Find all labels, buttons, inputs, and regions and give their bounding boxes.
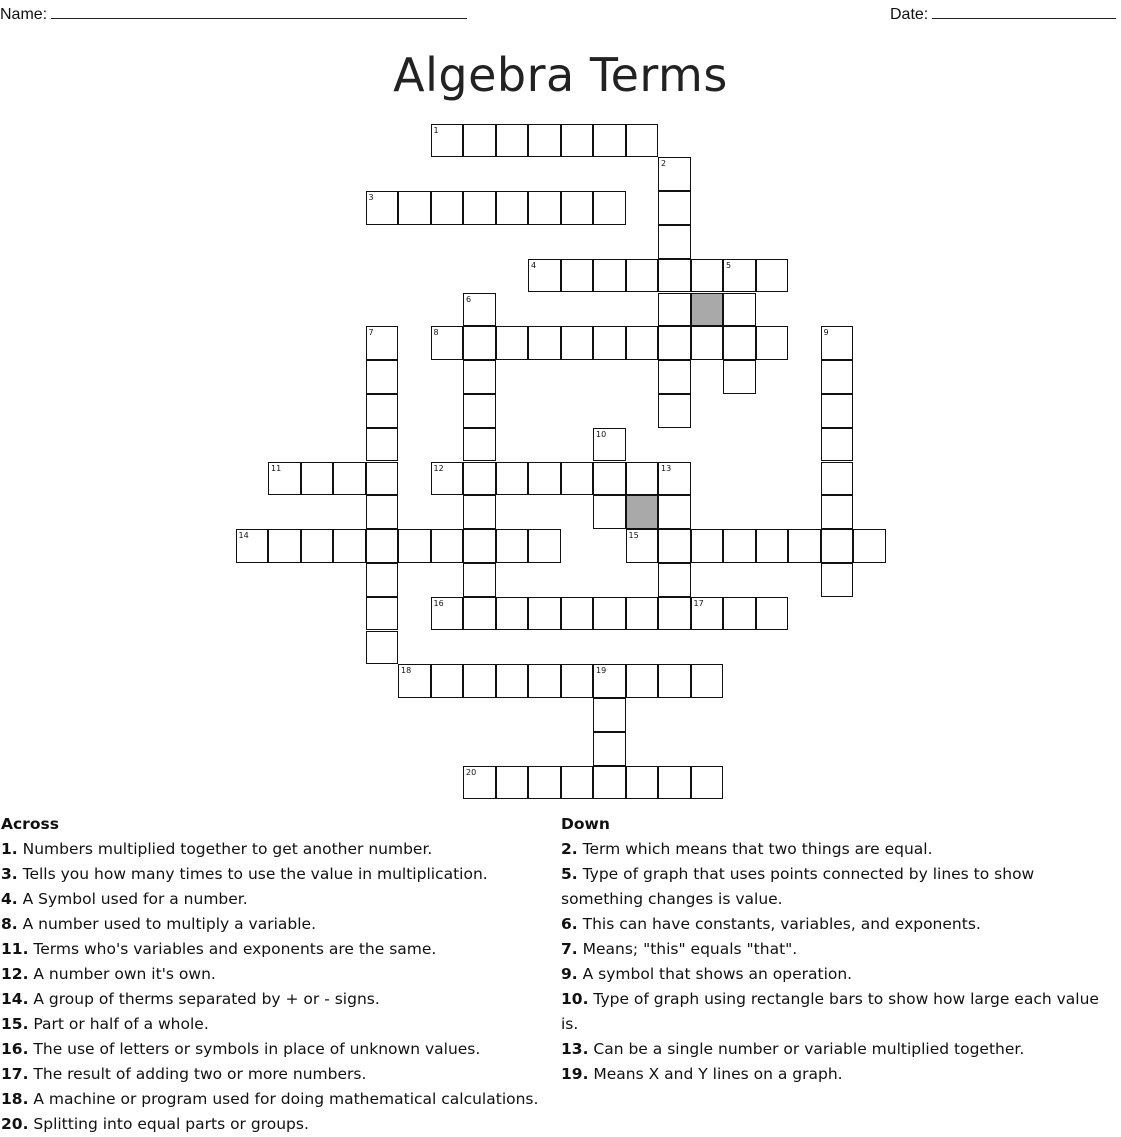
grid-cell[interactable] [756, 326, 789, 360]
grid-cell[interactable] [496, 462, 529, 496]
grid-cell[interactable] [463, 360, 496, 394]
grid-cell[interactable] [463, 394, 496, 428]
across-clue [1, 1037, 556, 1062]
down-clue-list [561, 837, 1121, 1087]
across-heading: Across [1, 815, 59, 833]
grid-cell[interactable] [463, 597, 496, 631]
grid-cell[interactable] [658, 529, 691, 563]
grid-cell[interactable] [821, 529, 854, 563]
grid-cell[interactable] [463, 563, 496, 597]
grid-cell[interactable] [561, 664, 594, 698]
clue-text: Means X and Y lines on a graph. [588, 1065, 843, 1083]
across-clue [1, 1062, 556, 1087]
shaded-cell [691, 293, 724, 327]
clue-number: 11. [1, 940, 29, 958]
grid-cell[interactable] [463, 428, 496, 462]
clue-text: A symbol that shows an operation. [577, 965, 853, 983]
grid-cell[interactable] [626, 462, 659, 496]
grid-cell[interactable] [398, 191, 431, 225]
grid-cell[interactable] [756, 597, 789, 631]
grid-cell[interactable] [561, 766, 594, 800]
grid-cell[interactable] [496, 529, 529, 563]
name-label: Name: [0, 6, 48, 23]
clue-text: Type of graph using rectangle bars to show how large each value is. [561, 990, 1099, 1033]
grid-cell[interactable] [366, 394, 399, 428]
clue-number: 15. [1, 1015, 29, 1033]
grid-cell[interactable] [626, 259, 659, 293]
grid-cell[interactable] [723, 529, 756, 563]
clue-number-14: 14 [238, 531, 249, 541]
grid-cell[interactable] [658, 597, 691, 631]
grid-cell[interactable] [691, 326, 724, 360]
across-clue [1, 1112, 556, 1137]
grid-cell[interactable] [723, 326, 756, 360]
grid-cell[interactable] [658, 191, 691, 225]
grid-cell[interactable] [821, 462, 854, 496]
grid-cell[interactable] [463, 326, 496, 360]
clue-text: The result of adding two or more numbers. [28, 1065, 367, 1083]
grid-cell[interactable] [561, 124, 594, 158]
clue-text: A number own it's own. [28, 965, 216, 983]
clue-number-11: 11 [271, 463, 282, 473]
grid-cell[interactable] [366, 529, 399, 563]
grid-cell[interactable] [301, 529, 334, 563]
clue-text: Part or half of a whole. [28, 1015, 209, 1033]
grid-cell[interactable] [561, 462, 594, 496]
grid-cell[interactable] [528, 529, 561, 563]
clue-number: 7. [561, 940, 578, 958]
grid-cell[interactable] [853, 529, 886, 563]
across-clue [1, 1087, 556, 1112]
clue-number: 18. [1, 1090, 29, 1108]
clue-number-3: 3 [368, 193, 374, 203]
grid-cell[interactable] [496, 326, 529, 360]
clue-number-4: 4 [531, 260, 537, 270]
grid-cell[interactable] [626, 766, 659, 800]
clue-number: 6. [561, 915, 578, 933]
clue-number-2: 2 [661, 159, 667, 169]
date-label: Date: [890, 6, 929, 23]
grid-cell[interactable] [658, 394, 691, 428]
grid-cell[interactable] [788, 529, 821, 563]
grid-cell[interactable] [756, 259, 789, 293]
clue-number: 9. [561, 965, 578, 983]
grid-cell[interactable] [593, 495, 626, 529]
grid-cell[interactable] [366, 597, 399, 631]
clue-text: A number used to multiply a variable. [17, 915, 316, 933]
clue-number-20: 20 [466, 767, 477, 777]
grid-cell[interactable] [691, 664, 724, 698]
down-heading: Down [561, 815, 610, 833]
grid-cell[interactable] [561, 259, 594, 293]
grid-cell[interactable] [496, 191, 529, 225]
clue-number: 16. [1, 1040, 29, 1058]
clue-number: 20. [1, 1115, 29, 1133]
clue-text: Term which means that two things are equal. [577, 840, 933, 858]
down-clue [561, 862, 1121, 912]
clue-text: Splitting into equal parts or groups. [28, 1115, 309, 1133]
grid-cell[interactable] [366, 462, 399, 496]
clue-number: 12. [1, 965, 29, 983]
across-clue [1, 937, 556, 962]
clue-number: 1. [1, 840, 18, 858]
clue-number-5: 5 [726, 260, 732, 270]
clue-number: 8. [1, 915, 18, 933]
grid-cell[interactable] [821, 360, 854, 394]
grid-cell[interactable] [593, 462, 626, 496]
grid-cell[interactable] [366, 428, 399, 462]
grid-cell[interactable] [463, 462, 496, 496]
grid-cell[interactable] [658, 293, 691, 327]
clue-number-10: 10 [596, 429, 607, 439]
grid-cell[interactable] [658, 664, 691, 698]
clue-number-1: 1 [433, 125, 439, 135]
clue-text: Type of graph that uses points connected by lines to show something changes is value. [561, 865, 1035, 908]
grid-cell[interactable] [463, 495, 496, 529]
grid-cell[interactable] [593, 124, 626, 158]
grid-cell[interactable] [658, 259, 691, 293]
grid-cell[interactable] [723, 360, 756, 394]
grid-cell[interactable] [528, 326, 561, 360]
grid-cell[interactable] [561, 597, 594, 631]
across-clue [1, 987, 556, 1012]
clue-number: 14. [1, 990, 29, 1008]
grid-cell[interactable] [463, 529, 496, 563]
down-clue [561, 987, 1121, 1037]
grid-cell[interactable] [431, 664, 464, 698]
grid-cell[interactable] [528, 664, 561, 698]
page-title: Algebra Terms [393, 48, 728, 102]
across-clues [1, 812, 556, 1137]
grid-cell[interactable] [658, 766, 691, 800]
grid-cell[interactable] [268, 529, 301, 563]
across-clue [1, 887, 556, 912]
grid-cell[interactable] [626, 664, 659, 698]
clue-text: The use of letters or symbols in place of unknown values. [28, 1040, 481, 1058]
grid-cell[interactable] [658, 563, 691, 597]
grid-cell[interactable] [398, 529, 431, 563]
grid-cell[interactable] [593, 326, 626, 360]
grid-cell[interactable] [593, 766, 626, 800]
grid-cell[interactable] [333, 462, 366, 496]
grid-cell[interactable] [658, 495, 691, 529]
grid-cell[interactable] [821, 563, 854, 597]
clue-number-18: 18 [401, 666, 412, 676]
grid-cell[interactable] [756, 529, 789, 563]
clue-number-13: 13 [661, 463, 672, 473]
clue-number-15: 15 [628, 531, 639, 541]
grid-cell[interactable] [821, 495, 854, 529]
across-clue [1, 837, 556, 862]
grid-cell[interactable] [528, 191, 561, 225]
clue-text: Means; "this" equals "that". [577, 940, 798, 958]
across-clue [1, 962, 556, 987]
clue-text: Tells you how many times to use the value in multiplication. [17, 865, 488, 883]
grid-cell[interactable] [626, 124, 659, 158]
grid-cell[interactable] [528, 462, 561, 496]
grid-cell[interactable] [463, 664, 496, 698]
clue-number: 19. [561, 1065, 589, 1083]
clue-number-7: 7 [368, 328, 374, 338]
grid-cell[interactable] [593, 698, 626, 732]
grid-cell[interactable] [593, 732, 626, 766]
grid-cell[interactable] [658, 360, 691, 394]
grid-cell[interactable] [366, 563, 399, 597]
grid-cell[interactable] [431, 191, 464, 225]
clue-text: Can be a single number or variable multiplied together. [588, 1040, 1025, 1058]
grid-cell[interactable] [821, 428, 854, 462]
down-clue [561, 1062, 1121, 1087]
clue-number-19: 19 [596, 666, 607, 676]
clue-number-17: 17 [693, 598, 704, 608]
down-clue [561, 962, 1121, 987]
grid-cell[interactable] [593, 191, 626, 225]
clue-number-16: 16 [433, 598, 444, 608]
clue-number: 3. [1, 865, 18, 883]
grid-cell[interactable] [463, 124, 496, 158]
grid-cell[interactable] [496, 664, 529, 698]
grid-cell[interactable] [366, 495, 399, 529]
grid-cell[interactable] [658, 326, 691, 360]
clue-number-12: 12 [433, 463, 444, 473]
grid-cell[interactable] [691, 259, 724, 293]
grid-cell[interactable] [691, 766, 724, 800]
grid-cell[interactable] [528, 766, 561, 800]
across-clue [1, 912, 556, 937]
clue-text: A machine or program used for doing mathematical calculations. [28, 1090, 539, 1108]
clue-text: A group of therms separated by + or - signs. [28, 990, 380, 1008]
grid-cell[interactable] [366, 631, 399, 665]
grid-cell[interactable] [463, 191, 496, 225]
grid-cell[interactable] [658, 225, 691, 259]
grid-cell[interactable] [723, 597, 756, 631]
grid-cell[interactable] [593, 597, 626, 631]
down-clue [561, 937, 1121, 962]
grid-cell[interactable] [593, 259, 626, 293]
clue-text: A Symbol used for a number. [17, 890, 248, 908]
down-clue [561, 1037, 1121, 1062]
clue-number: 10. [561, 990, 589, 1008]
down-clue [561, 837, 1121, 862]
clue-number: 17. [1, 1065, 29, 1083]
grid-cell[interactable] [301, 462, 334, 496]
across-clue [1, 1012, 556, 1037]
grid-cell[interactable] [333, 529, 366, 563]
across-clue [1, 862, 556, 887]
clue-number: 2. [561, 840, 578, 858]
clue-number: 4. [1, 890, 18, 908]
clue-text: Numbers multiplied together to get another number. [17, 840, 433, 858]
down-clue [561, 912, 1121, 937]
grid-cell[interactable] [561, 326, 594, 360]
grid-cell[interactable] [626, 597, 659, 631]
grid-cell[interactable] [821, 394, 854, 428]
clue-number: 5. [561, 865, 578, 883]
grid-cell[interactable] [496, 766, 529, 800]
grid-cell[interactable] [431, 529, 464, 563]
shaded-cell [626, 495, 659, 529]
clue-number-6: 6 [466, 294, 472, 304]
grid-cell[interactable] [723, 293, 756, 327]
grid-cell[interactable] [561, 191, 594, 225]
clue-number-9: 9 [823, 328, 829, 338]
grid-cell[interactable] [528, 597, 561, 631]
clue-text: Terms who's variables and exponents are the same. [28, 940, 437, 958]
grid-cell[interactable] [366, 360, 399, 394]
grid-cell[interactable] [691, 529, 724, 563]
across-clue-list [1, 837, 556, 1137]
clue-number-8: 8 [433, 328, 439, 338]
grid-cell[interactable] [528, 124, 561, 158]
grid-cell[interactable] [626, 326, 659, 360]
clue-text: This can have constants, variables, and exponents. [577, 915, 981, 933]
down-clues [561, 812, 1121, 1087]
grid-cell[interactable] [496, 124, 529, 158]
clue-number: 13. [561, 1040, 589, 1058]
grid-cell[interactable] [496, 597, 529, 631]
